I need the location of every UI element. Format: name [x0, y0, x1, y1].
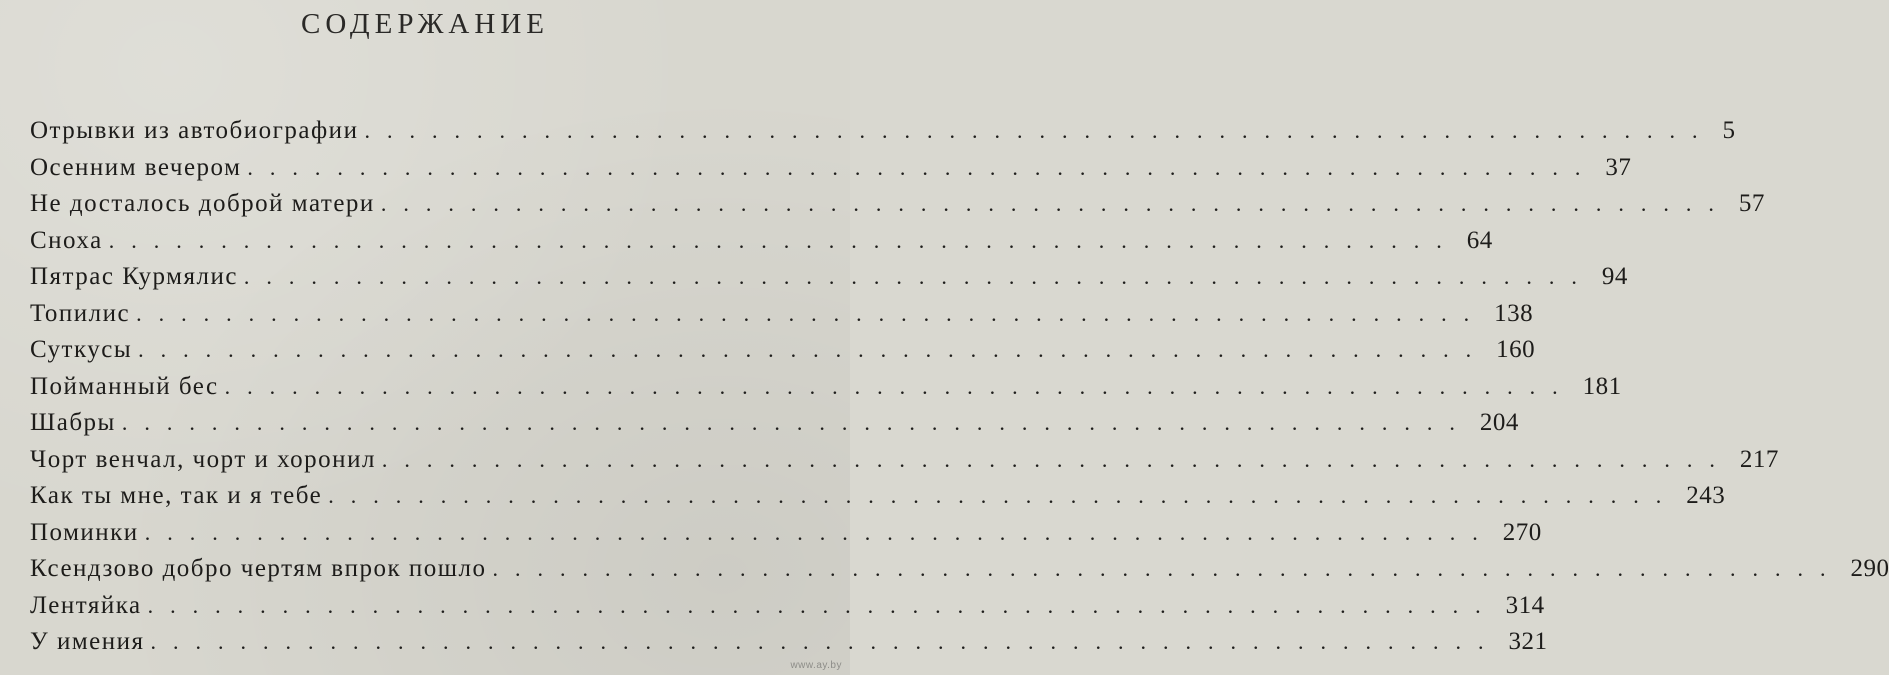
toc-entry	[30, 588, 1545, 625]
toc-entry	[30, 442, 1779, 479]
toc-entry	[30, 332, 1536, 369]
toc-entry-page: 181	[1582, 372, 1622, 400]
toc-entry-title: Пятрас Курмялис	[30, 263, 238, 290]
toc-dot-leader: ............................................................	[224, 373, 1575, 399]
toc-dot-leader: ............................................................	[136, 300, 1487, 326]
toc-entry-title: Чорт венчал, чорт и хоронил	[30, 445, 376, 473]
toc-dot-leader: ............................................................	[492, 556, 1843, 581]
toc-entry-page: 243	[1686, 482, 1726, 509]
toc-entry	[30, 150, 1632, 187]
toc-entry-title: Ксендзово добро чертям впрок пошло	[30, 555, 487, 582]
toc-entry-page: 204	[1479, 409, 1519, 436]
toc-entry-title: Суткусы	[30, 336, 133, 363]
toc-entry-page: 160	[1496, 336, 1536, 363]
toc-entry-title: Шабры	[30, 409, 116, 436]
toc-entry	[30, 515, 1542, 552]
toc-entry-page: 321	[1508, 628, 1548, 655]
toc-entry-page: 37	[1605, 153, 1632, 181]
toc-dot-leader: ............................................................	[150, 629, 1501, 654]
toc-entry-title: Топилис	[30, 299, 131, 327]
toc-dot-leader: ............................................................	[147, 592, 1498, 618]
toc-entry	[30, 296, 1534, 333]
toc-dot-leader: ............................................................	[144, 519, 1495, 545]
toc-entry-page: 290	[1850, 555, 1889, 582]
toc-entry-page: 314	[1505, 591, 1545, 619]
watermark: www.ay.by	[790, 660, 842, 671]
toc-entry-title: Не досталось доброй матери	[30, 190, 375, 217]
toc-entry-title: Как ты мне, так и я тебе	[30, 482, 323, 509]
toc-entry-page: 270	[1502, 518, 1542, 546]
toc-entry-page: 94	[1601, 263, 1628, 290]
toc-entry-title: Лентяйка	[30, 591, 142, 619]
toc-entry-title: У имения	[30, 628, 145, 655]
toc-dot-leader: ............................................................	[138, 337, 1489, 362]
toc-dot-leader: ............................................................	[121, 410, 1472, 435]
toc-entry-page: 217	[1739, 445, 1779, 473]
toc-dot-leader: ............................................................	[380, 191, 1731, 216]
table-of-contents	[30, 113, 1889, 661]
page-title: СОДЕРЖАНИЕ	[301, 8, 549, 40]
toc-dot-leader: ............................................................	[381, 446, 1732, 472]
toc-entry-page: 64	[1466, 226, 1493, 254]
toc-entry-title: Сноха	[30, 226, 103, 254]
toc-entry	[30, 186, 1765, 223]
toc-entry-title: Поминки	[30, 518, 139, 546]
toc-entry	[30, 369, 1622, 406]
toc-dot-leader: ............................................................	[328, 483, 1679, 508]
toc-entry-page: 5	[1722, 117, 1736, 144]
toc-entry	[30, 551, 1889, 588]
toc-entry-title: Отрывки из автобиографии	[30, 117, 359, 144]
toc-entry	[30, 478, 1726, 515]
toc-entry-title: Пойманный бес	[30, 372, 219, 400]
toc-entry	[30, 405, 1519, 442]
toc-entry-title: Осенним вечером	[30, 153, 242, 181]
toc-entry	[30, 259, 1628, 296]
toc-entry-page: 57	[1738, 190, 1765, 217]
toc-dot-leader: ............................................................	[108, 227, 1459, 253]
toc-dot-leader: ............................................................	[243, 264, 1594, 289]
toc-entry-page: 138	[1494, 299, 1534, 327]
toc-entry	[30, 624, 1548, 661]
toc-dot-leader: ............................................................	[364, 118, 1715, 143]
toc-entry	[30, 223, 1493, 260]
toc-entry	[30, 113, 1736, 150]
toc-dot-leader: ............................................................	[247, 154, 1598, 180]
